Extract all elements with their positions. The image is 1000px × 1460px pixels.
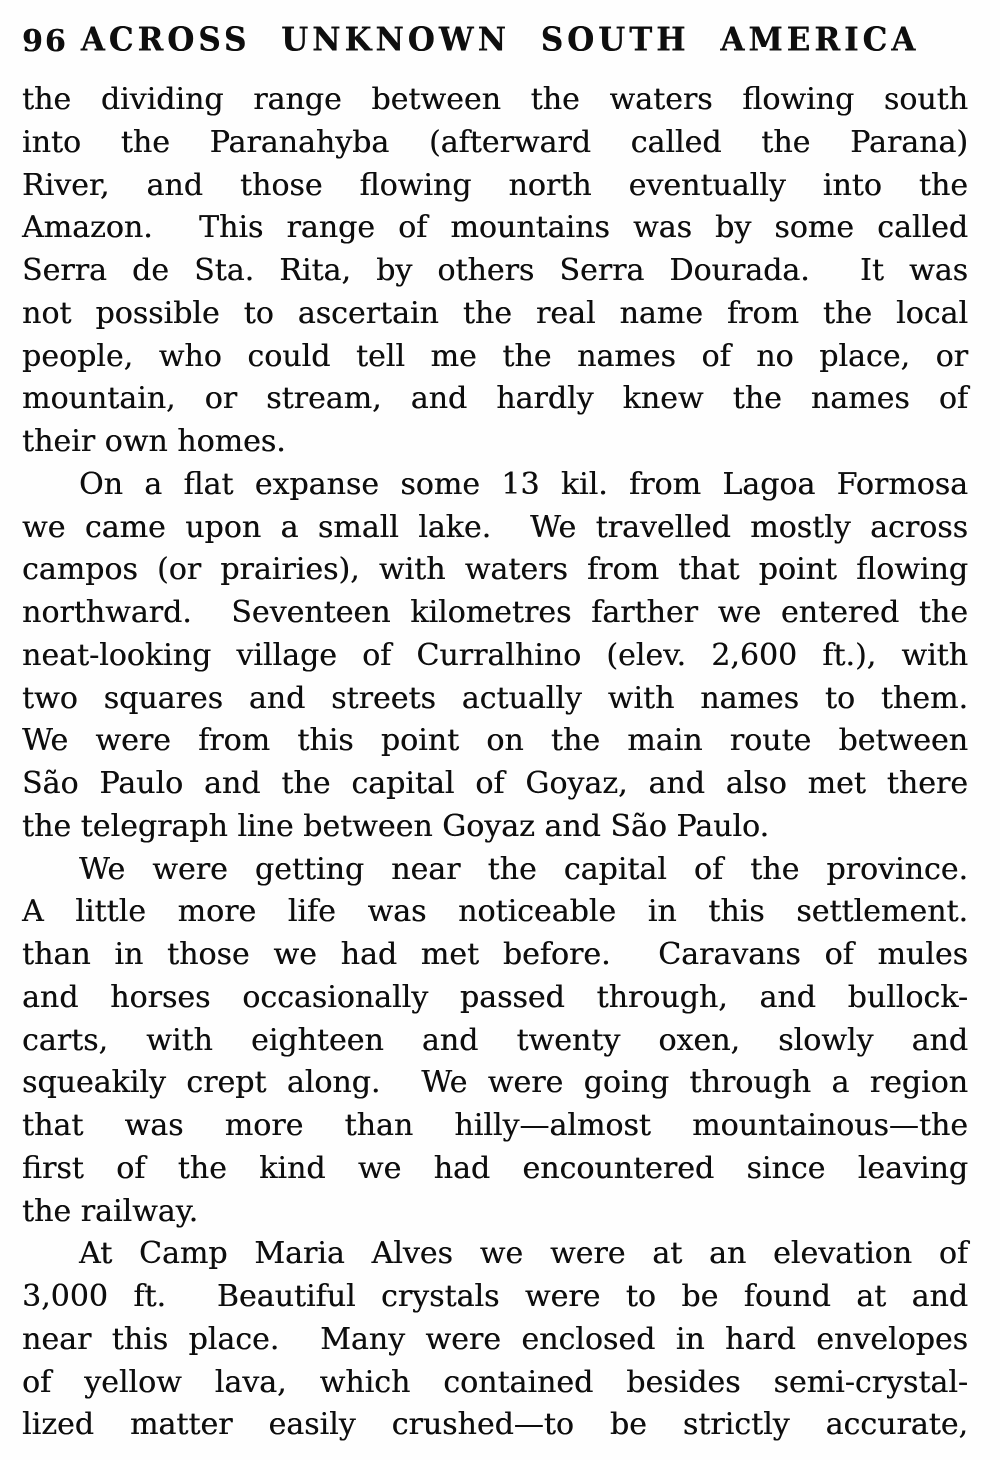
text-line: 3,000 ft. Beautiful crystals were to be found at and [22, 1279, 968, 1314]
text-line: the railway. [22, 1193, 199, 1229]
text-line: of yellow lava, which contained besides semi-crystal- [22, 1364, 968, 1400]
page-header [0, 22, 1000, 64]
text-line: On a flat expanse some 13 kil. from Lagoa Formosa [79, 466, 968, 502]
text-line: neat-looking village of Curralhino (elev. 2,600 ft.), with [22, 637, 968, 673]
text-line: River, and those flowing north eventually into the [22, 167, 968, 203]
text-line: Amazon. This range of mountains was by some called [22, 210, 968, 246]
text-line: we came upon a small lake. We travelled mostly across [22, 509, 968, 545]
running-title: ACROSS UNKNOWN SOUTH AMERICA [80, 21, 920, 59]
page-body [22, 79, 968, 1447]
text-line: lized matter easily crushed—to be strictly accurate, [22, 1407, 968, 1443]
text-line: and horses occasionally passed through, and bullock- [22, 979, 968, 1015]
text-line: At Camp Maria Alves we were at an elevation of [79, 1236, 968, 1272]
text-line: We were getting near the capital of the province. [79, 851, 968, 887]
text-line: We were from this point on the main route between [22, 723, 968, 759]
text-line: first of the kind we had encountered since leaving [22, 1150, 968, 1186]
text-line: their own homes. [22, 424, 286, 459]
text-line: near this place. Many were enclosed in hard envelopes [22, 1321, 968, 1357]
text-line: the telegraph line between Goyaz and São Paulo. [22, 808, 770, 844]
text-line: A little more life was noticeable in this settlement. [22, 894, 968, 930]
text-line: São Paulo and the capital of Goyaz, and also met there [22, 766, 968, 801]
text-line: people, who could tell me the names of no place, or [22, 338, 968, 374]
text-line: squeakily crept along. We were going through a region [22, 1065, 968, 1101]
text-line: carts, with eighteen and twenty oxen, slowly and [22, 1022, 968, 1058]
page-number: 96 [22, 24, 68, 59]
text-line: that was more than hilly—almost mountainous—the [22, 1108, 968, 1143]
text-line: into the Paranahyba (afterward called the Parana) [22, 124, 968, 160]
text-line: Serra de Sta. Rita, by others Serra Dourada. It was [22, 253, 968, 288]
text-line: two squares and streets actually with names to them. [22, 680, 968, 716]
text-line: northward. Seventeen kilometres farther we entered the [22, 595, 968, 630]
text-line: not possible to ascertain the real name from the local [22, 295, 968, 331]
text-line: mountain, or stream, and hardly knew the names of [22, 381, 968, 417]
text-line: than in those we had met before. Caravans of mules [22, 937, 968, 972]
text-line: campos (or prairies), with waters from that point flowing [22, 552, 968, 588]
text-line: the dividing range between the waters flowing south [22, 82, 968, 117]
